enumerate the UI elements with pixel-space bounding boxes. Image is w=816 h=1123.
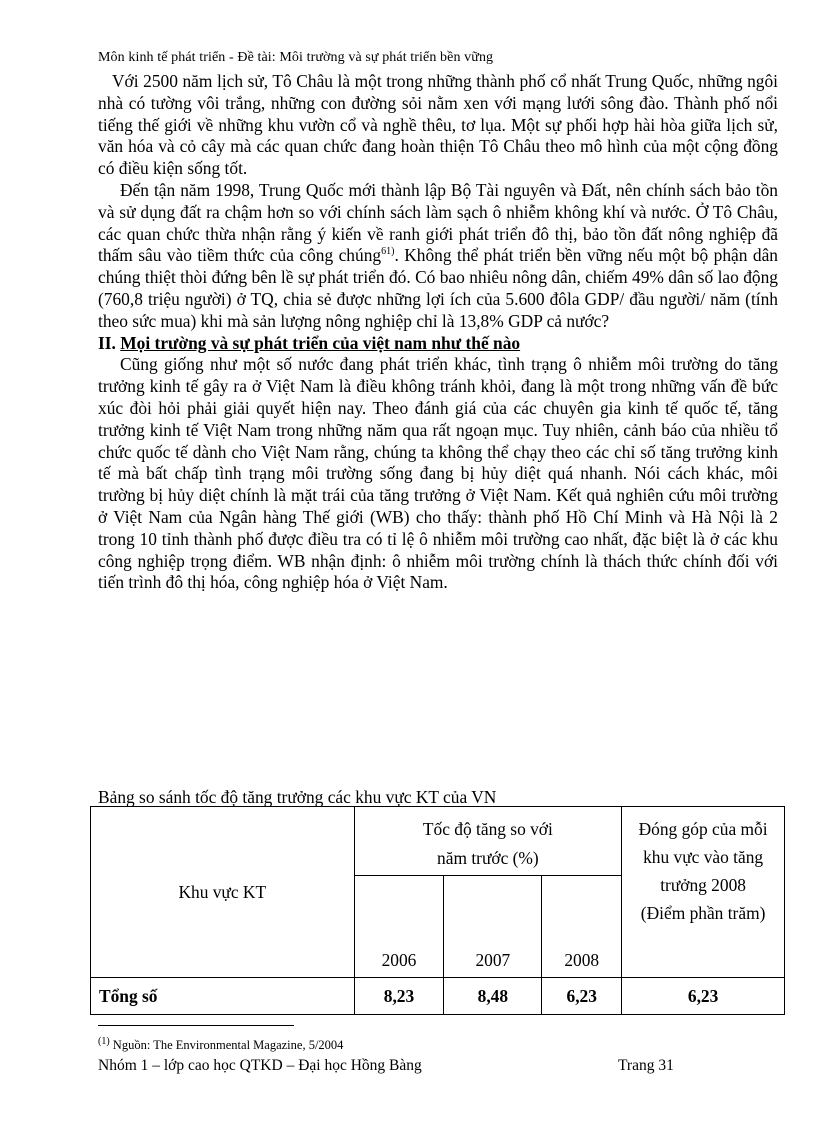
total-2007: 8,48 [444,978,542,1015]
header-sector: Khu vực KT [91,807,355,978]
paragraph-land-policy-part1: Đến tận năm 1998, Trung Quốc mới thành lập Bộ Tài nguyên và Đất, nên chính sách bảo tồn và sử dụng đất ra chậm hơn so với chính sách làm sạch ô nhiễm không khí và nước. Ở Tô Châu, các quan chức thừa nhận rằng ý kiến về ranh giới phát triển đô thị, bảo tồn đất nông nghiệp đã thấm sâu vào tiềm thức của công chúng [98,179,778,266]
header-growth-rate [354,807,622,876]
header-contribution-line2: khu vực vào tăng [643,847,764,867]
total-2006: 8,23 [354,978,444,1015]
header-growth-rate-line1: Tốc độ tăng so với [422,819,553,839]
footnote-divider [98,1025,294,1026]
page-number: Trang 31 [618,1057,674,1074]
growth-table [90,806,785,1015]
total-label: Tổng số [91,978,355,1015]
footnote [98,1035,344,1053]
header-contribution-line3: trưởng 2008 [660,875,746,895]
header-year-2006: 2006 [354,876,444,978]
header-year-2007: 2007 [444,876,542,978]
table-row-total [91,978,785,1015]
table-caption: Bảng so sánh tốc độ tăng trưởng các khu vực KT của VN [98,787,497,807]
section-heading [98,333,778,355]
paragraph-land-policy [98,180,778,333]
page-footer-group: Nhóm 1 – lớp cao học QTKD – Đại học Hồng Bàng [98,1057,422,1074]
section-number: II. [98,332,121,353]
footnote-text: Nguồn: The Environmental Magazine, 5/2004 [109,1038,344,1052]
paragraph-suzhou: Với 2500 năm lịch sử, Tô Châu là một trong những thành phố cổ nhất Trung Quốc, những ngôi nhà có tường vôi trắng, những con đường sỏi nằm xen với mạng lưới sông đào. Thành phố nổi tiếng thế giới về những khu vườn cổ và nghề thêu, tơ lụa. Một sự phối hợp hài hòa giữa lịch sử, văn hóa và cỏ cây mà các quan chức đang hoàn thiện Tô Châu theo mô hình của một cộng đồng có điều kiện sống tốt. [98,71,778,179]
header-year-2008: 2008 [542,876,622,978]
footnote-reference: 61) [381,246,395,258]
header-contribution-line1: Đóng góp của mỗi [638,819,768,839]
header-contribution-line4: (Điểm phần trăm) [640,903,766,923]
total-contribution: 6,23 [622,978,785,1015]
body-text [98,71,778,594]
header-contribution [622,807,785,978]
header-growth-rate-line2: năm trước (%) [437,848,539,868]
paragraph-land-policy-part2: . Không thể phát triển bền vững nếu một bộ phận dân chúng thiệt thòi đứng bên lề sự phát triển đó. Có bao nhiêu nông dân, chiếm 49% dân số lao động (760,8 triệu người) ở TQ, chia sẻ được những lợi ích của 5.600 đôla GDP/ đầu người/ năm (tính theo sức mua) khi mà sản lượng nông nghiệp chỉ là 13,8% GDP cả nước? [98,245,778,331]
total-2008: 6,23 [542,978,622,1015]
page-header: Môn kinh tế phát triển - Đề tài: Môi trường và sự phát triển bền vững [98,50,494,65]
footnote-mark: (1) [98,1035,110,1047]
paragraph-vietnam: Cũng giống như một số nước đang phát triển khác, tình trạng ô nhiễm môi trường do tăng trưởng kinh tế gây ra ở Việt Nam là điều không tránh khỏi, đang là một trong những vấn đề bức xúc đòi hỏi phải giải quyết hiện nay. Theo đánh giá của các chuyên gia kinh tế quốc tế, tăng trưởng kinh tế Việt Nam trong những năm qua rất ngoạn mục. Tuy nhiên, cảnh báo của nhiều tổ chức quốc tế dành cho Việt Nam rằng, chúng ta không thể chạy theo các chỉ số tăng trưởng kinh tế mà bất chấp tình trạng môi trường sống đang bị hủy diệt quá nhanh. Nói cách khác, môi trường bị hủy diệt chính là mặt trái của tăng trưởng ở Việt Nam. Kết quả nghiên cứu môi trường ở Việt Nam của Ngân hàng Thế giới (WB) cho thấy: thành phố Hồ Chí Minh và Hà Nội là 2 trong 10 tỉnh thành phố được điều tra có tỉ lệ ô nhiễm môi trường cao nhất, đặc biệt là ở các khu công nghiệp trọng điểm. WB nhận định: ô nhiễm môi trường chính là thách thức chính đối với tiến trình đô thị hóa, công nghiệp hóa ở Việt Nam. [98,354,778,593]
section-title: Mọi trường và sự phát triển của việt nam như thế nào [120,332,521,353]
